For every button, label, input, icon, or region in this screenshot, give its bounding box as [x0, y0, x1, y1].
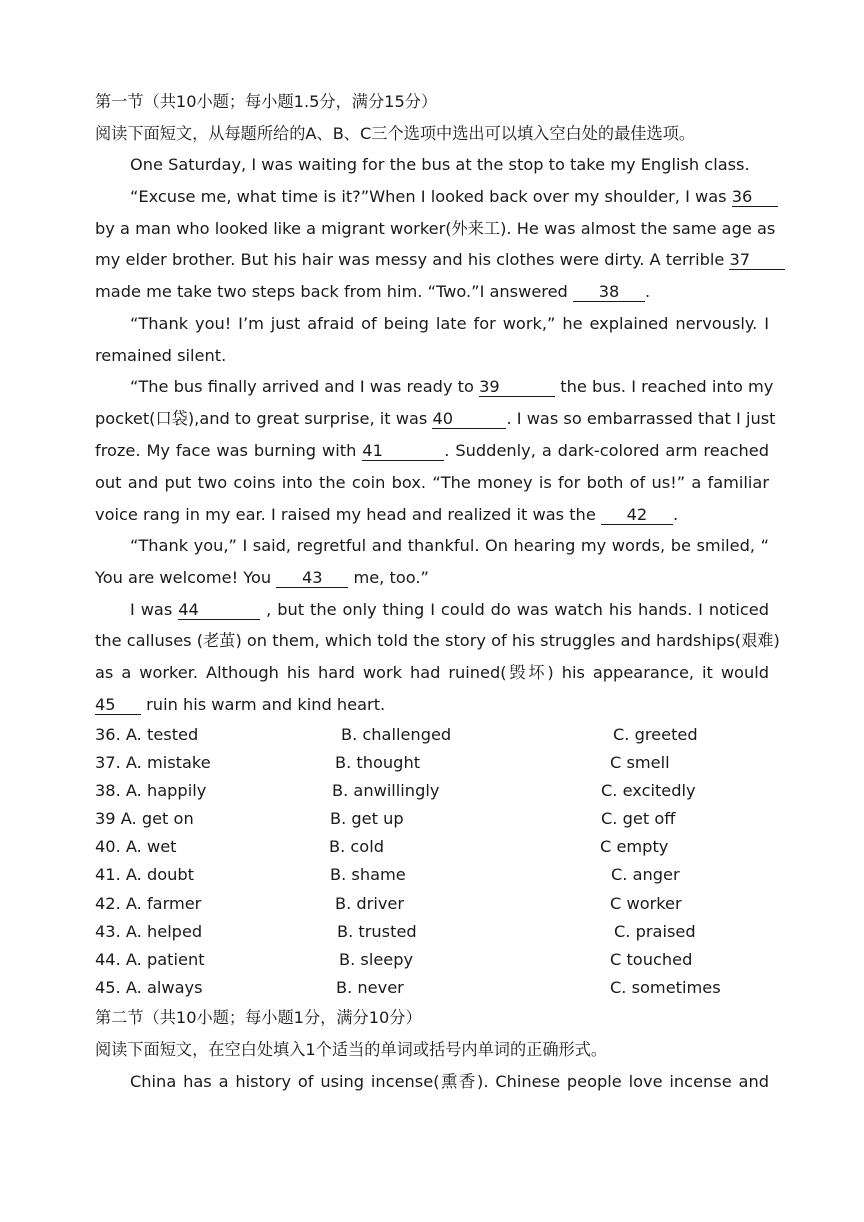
option-c: C smell — [610, 753, 670, 772]
passage-line: remained silent. — [95, 346, 227, 365]
option-b: B. cold — [329, 837, 384, 856]
passage-line: out and put two coins into the coin box. “The money is for both of us!” a familiar — [95, 473, 769, 492]
option-a: 44. A. patient — [95, 950, 205, 969]
option-b: B. trusted — [337, 922, 417, 941]
blank-38: 38 — [573, 283, 645, 302]
passage-line: “The bus finally arrived and I was ready to 39 the bus. I reached into my — [130, 377, 774, 396]
blank-37: 37 — [729, 251, 785, 270]
option-a: 37. A. mistake — [95, 753, 211, 772]
blank-36: 36 — [732, 188, 778, 207]
passage-line: pocket(口袋),and to great surprise, it was 40 . I was so embarrassed that I just — [95, 409, 776, 428]
passage-line: You are welcome! You 43 me, too.” — [95, 568, 429, 587]
passage-line: by a man who looked like a migrant worker(外来工). He was almost the same age as — [95, 219, 776, 238]
passage-line: voice rang in my ear. I raised my head and realized it was the 42 . — [95, 505, 679, 524]
blank-39: 39 — [479, 378, 555, 397]
passage-line: “Excuse me, what time is it?”When I looked back over my shoulder, I was 36 — [130, 187, 769, 207]
blank-44: 44 — [178, 601, 260, 620]
option-c: C. get off — [601, 809, 676, 828]
passage-line: One Saturday, I was waiting for the bus at the stop to take my English class. — [130, 155, 750, 174]
passage-line: I was 44 , but the only thing I could do was watch his hands. I noticed — [130, 600, 769, 619]
blank-43: 43 — [276, 569, 348, 588]
passage-line: as a worker. Although his hard work had ruined(毁坏) his appearance, it would — [95, 663, 769, 682]
passage-line: made me take two steps back from him. “Two.”I answered 38 . — [95, 282, 651, 301]
section1-header: 第一节（共10小题；每小题1.5分，满分15分） — [95, 92, 438, 111]
blank-45: 45 — [95, 696, 141, 715]
option-c: C touched — [610, 950, 693, 969]
section2-header: 第二节（共10小题；每小题1分，满分10分） — [95, 1008, 422, 1027]
passage-line: froze. My face was burning with 41 . Suddenly, a dark-colored arm reached — [95, 441, 769, 460]
option-a: 38. A. happily — [95, 781, 207, 800]
option-a: 39 A. get on — [95, 809, 194, 828]
passage-line: my elder brother. But his hair was messy and his clothes were dirty. A terrible 37 — [95, 250, 769, 270]
option-c: C empty — [600, 837, 669, 856]
option-c: C. sometimes — [610, 978, 721, 997]
option-b: B. thought — [335, 753, 421, 772]
option-a: 36. A. tested — [95, 725, 199, 744]
passage-line: the calluses (老茧) on them, which told the story of his struggles and hardships(艰难) — [95, 631, 780, 650]
passage-line: 45 ruin his warm and kind heart. — [95, 695, 386, 714]
option-a: 40. A. wet — [95, 837, 177, 856]
option-c: C. excitedly — [601, 781, 696, 800]
blank-41: 41 — [362, 442, 444, 461]
option-b: B. anwillingly — [332, 781, 440, 800]
option-c: C. anger — [611, 865, 680, 884]
option-c: C. greeted — [613, 725, 698, 744]
option-a: 43. A. helped — [95, 922, 203, 941]
option-a: 41. A. doubt — [95, 865, 195, 884]
passage-line: “Thank you,” I said, regretful and thankful. On hearing my words, be smiled, “ — [130, 536, 769, 555]
option-c: C worker — [610, 894, 682, 913]
option-b: B. driver — [335, 894, 405, 913]
option-a: 45. A. always — [95, 978, 203, 997]
option-b: B. challenged — [341, 725, 452, 744]
passage-line: “Thank you! I’m just afraid of being late for work,” he explained nervously. I — [130, 314, 769, 333]
option-c: C. praised — [614, 922, 696, 941]
option-b: B. sleepy — [339, 950, 414, 969]
option-b: B. never — [336, 978, 404, 997]
option-a: 42. A. farmer — [95, 894, 202, 913]
blank-42: 42 — [601, 506, 673, 525]
blank-40: 40 — [432, 410, 506, 429]
passage-line: China has a history of using incense(熏香). Chinese people love incense and — [130, 1072, 769, 1091]
section1-instruction: 阅读下面短文，从每题所给的A、B、C三个选项中选出可以填入空白处的最佳选项。 — [95, 124, 696, 143]
option-b: B. get up — [330, 809, 404, 828]
option-b: B. shame — [330, 865, 406, 884]
section2-instruction: 阅读下面短文，在空白处填入1个适当的单词或括号内单词的正确形式。 — [95, 1040, 608, 1059]
